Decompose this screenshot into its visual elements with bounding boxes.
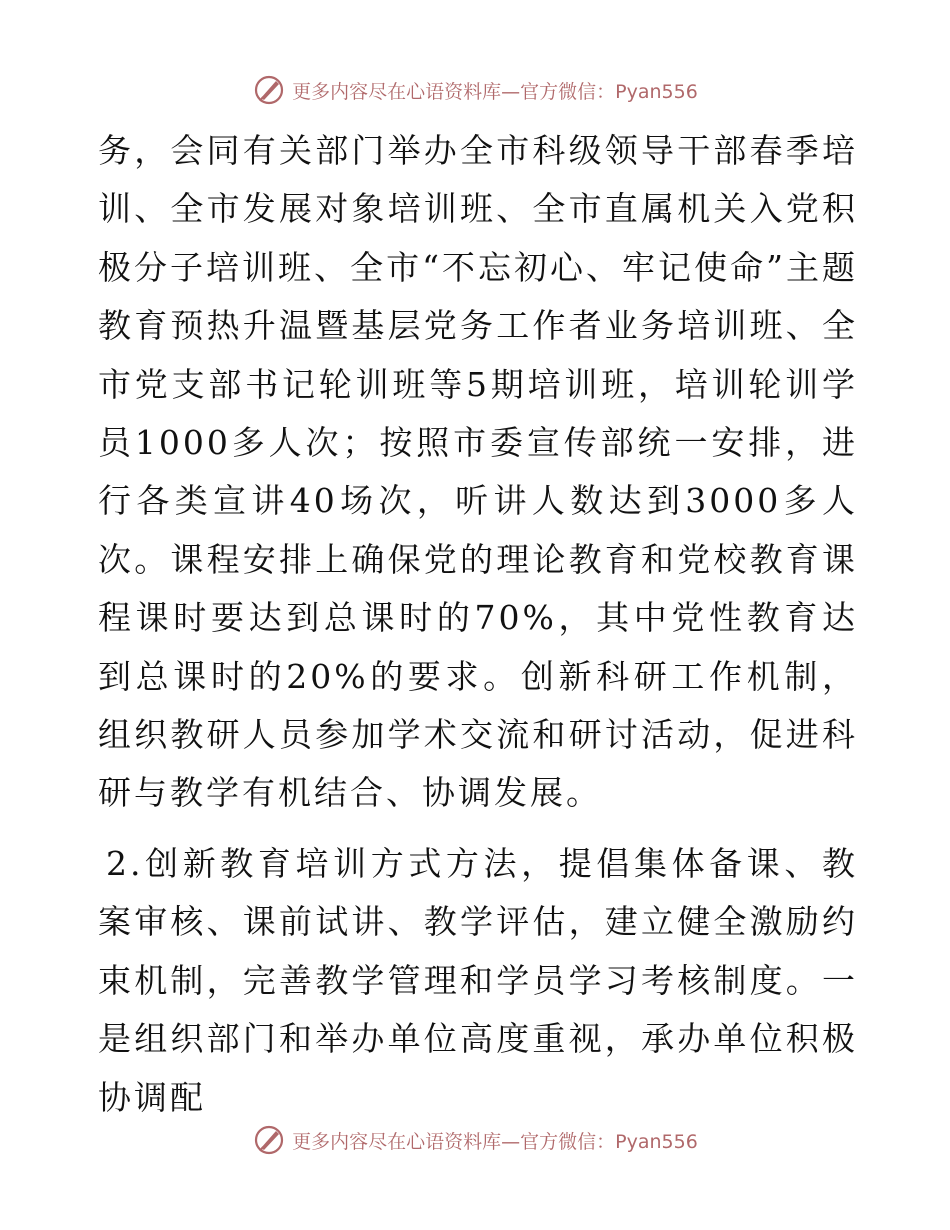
watermark-text: 更多内容尽在心语资料库—官方微信：Pyan556 (292, 80, 698, 103)
paragraph-1: 务，会同有关部门举办全市科级领导干部春季培训、全市发展对象培训班、全市直属机关入党积极分子培训班、全市“不忘初心、牢记使命”主题教育预热升温暨基层党务工作者业务培训班、全市党支部书记轮训班等5期培训班，培训轮训学员1000多人次；按照市委宣传部统一安排，进行各类宣讲40场次，听讲人数达到3000多人次。课程安排上确保党的理论教育和党校教育课程课时要达到总课时的70%，其中党性教育达到总课时的20%的要求。创新科研工作机制，组织教研人员参加学术交流和研讨活动，促进科研与教学有机结合、协调发展。 (98, 131, 858, 813)
paragraph-2: 2.创新教育培训方式方法，提倡集体备课、教案审核、课前试讲、教学评估，建立健全激励约束机制，完善教学管理和学员学习考核制度。一是组织部门和举办单位高度重视，承办单位积极协调配 (98, 843, 858, 1117)
quill-seal-icon (252, 1123, 286, 1157)
footer-watermark (0, 1120, 950, 1160)
header-watermark (0, 70, 950, 110)
document-body (98, 122, 858, 1127)
watermark-text: 更多内容尽在心语资料库—官方微信：Pyan556 (292, 1130, 698, 1153)
quill-seal-icon (252, 73, 286, 107)
